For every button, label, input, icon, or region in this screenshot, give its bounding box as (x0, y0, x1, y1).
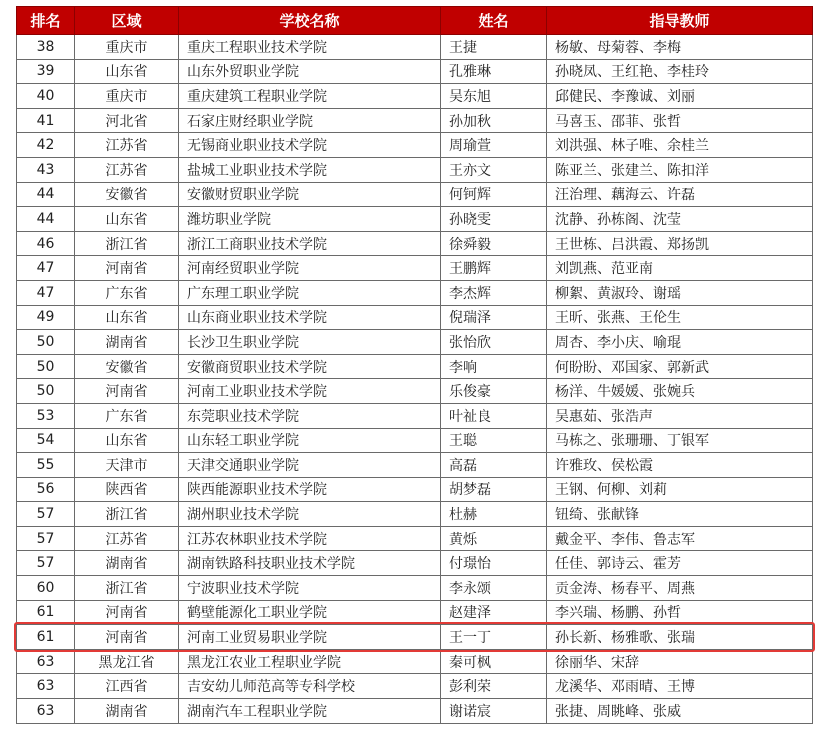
cell-rank: 50 (17, 354, 75, 379)
cell-teacher: 杨敏、母菊蓉、李梅 (547, 35, 813, 60)
header-row (17, 7, 813, 35)
cell-teacher: 柳絮、黄淑玲、谢瑶 (547, 280, 813, 305)
cell-rank: 55 (17, 453, 75, 478)
cell-school: 石家庄财经职业学院 (179, 108, 441, 133)
table-row (17, 526, 813, 551)
cell-name: 张怡欣 (441, 330, 547, 355)
cell-rank: 41 (17, 108, 75, 133)
cell-rank: 47 (17, 280, 75, 305)
cell-name: 胡梦磊 (441, 477, 547, 502)
cell-region: 江苏省 (75, 526, 179, 551)
cell-school: 宁波职业技术学院 (179, 576, 441, 601)
cell-region: 浙江省 (75, 576, 179, 601)
table-row (17, 157, 813, 182)
cell-school: 山东商业职业技术学院 (179, 305, 441, 330)
cell-region: 湖南省 (75, 699, 179, 724)
header-rank: 排名 (17, 7, 75, 35)
cell-teacher: 吴惠茹、张浩声 (547, 403, 813, 428)
cell-school: 鹤壁能源化工职业学院 (179, 600, 441, 625)
cell-name: 孙晓雯 (441, 207, 547, 232)
cell-rank: 63 (17, 649, 75, 674)
cell-teacher: 许雅玫、侯松霞 (547, 453, 813, 478)
cell-region: 广东省 (75, 280, 179, 305)
cell-region: 浙江省 (75, 502, 179, 527)
cell-teacher: 刘洪强、林子唯、余桂兰 (547, 133, 813, 158)
cell-name: 孔雅琳 (441, 59, 547, 84)
cell-name: 高磊 (441, 453, 547, 478)
cell-teacher: 沈静、孙栋阁、沈莹 (547, 207, 813, 232)
table-row (17, 649, 813, 674)
table-row (17, 133, 813, 158)
cell-rank: 50 (17, 330, 75, 355)
cell-name: 徐舜毅 (441, 231, 547, 256)
table-row (17, 477, 813, 502)
cell-school: 广东理工职业学院 (179, 280, 441, 305)
cell-school: 安徽财贸职业学院 (179, 182, 441, 207)
ranking-table-container (16, 6, 812, 724)
cell-region: 安徽省 (75, 182, 179, 207)
cell-name: 王一丁 (441, 625, 547, 650)
cell-region: 陕西省 (75, 477, 179, 502)
cell-region: 山东省 (75, 59, 179, 84)
cell-teacher: 徐丽华、宋辞 (547, 649, 813, 674)
cell-school: 河南经贸职业学院 (179, 256, 441, 281)
cell-rank: 61 (17, 600, 75, 625)
cell-school: 陕西能源职业技术学院 (179, 477, 441, 502)
cell-rank: 38 (17, 35, 75, 60)
cell-rank: 63 (17, 699, 75, 724)
cell-name: 叶祉良 (441, 403, 547, 428)
cell-name: 黄烁 (441, 526, 547, 551)
cell-school: 天津交通职业学院 (179, 453, 441, 478)
cell-school: 山东轻工职业学院 (179, 428, 441, 453)
table-row (17, 35, 813, 60)
cell-teacher: 龙溪华、邓雨晴、王博 (547, 674, 813, 699)
cell-teacher: 任佳、郭诗云、霍芳 (547, 551, 813, 576)
cell-teacher: 戴金平、李伟、鲁志军 (547, 526, 813, 551)
cell-name: 孙加秋 (441, 108, 547, 133)
cell-name: 付璟怡 (441, 551, 547, 576)
cell-teacher: 陈亚兰、张建兰、陈扣洋 (547, 157, 813, 182)
cell-name: 秦可枫 (441, 649, 547, 674)
cell-region: 黑龙江省 (75, 649, 179, 674)
table-row (17, 403, 813, 428)
cell-school: 湖南铁路科技职业技术学院 (179, 551, 441, 576)
cell-school: 湖南汽车工程职业学院 (179, 699, 441, 724)
cell-region: 湖南省 (75, 330, 179, 355)
header-school: 学校名称 (179, 7, 441, 35)
cell-rank: 53 (17, 403, 75, 428)
cell-region: 重庆市 (75, 35, 179, 60)
ranking-table (16, 6, 813, 724)
cell-region: 江西省 (75, 674, 179, 699)
cell-school: 江苏农林职业技术学院 (179, 526, 441, 551)
cell-rank: 50 (17, 379, 75, 404)
cell-school: 河南工业职业技术学院 (179, 379, 441, 404)
cell-teacher: 钮绮、张献锋 (547, 502, 813, 527)
cell-name: 王鹏辉 (441, 256, 547, 281)
cell-rank: 63 (17, 674, 75, 699)
header-teacher: 指导教师 (547, 7, 813, 35)
cell-teacher: 汪治理、藕海云、许磊 (547, 182, 813, 207)
cell-teacher: 何盼盼、邓国家、郭新武 (547, 354, 813, 379)
cell-rank: 60 (17, 576, 75, 601)
cell-rank: 57 (17, 551, 75, 576)
table-row (17, 256, 813, 281)
table-row (17, 108, 813, 133)
cell-teacher: 马喜玉、邵菲、张哲 (547, 108, 813, 133)
cell-teacher: 杨洋、牛媛媛、张婉兵 (547, 379, 813, 404)
table-row (17, 551, 813, 576)
cell-region: 山东省 (75, 305, 179, 330)
cell-school: 黑龙江农业工程职业学院 (179, 649, 441, 674)
cell-name: 谢诺宸 (441, 699, 547, 724)
cell-school: 吉安幼儿师范高等专科学校 (179, 674, 441, 699)
cell-teacher: 孙晓凤、王红艳、李桂玲 (547, 59, 813, 84)
cell-rank: 46 (17, 231, 75, 256)
table-row (17, 280, 813, 305)
cell-school: 湖州职业技术学院 (179, 502, 441, 527)
cell-region: 湖南省 (75, 551, 179, 576)
cell-name: 彭利荣 (441, 674, 547, 699)
table-body (17, 35, 813, 724)
table-row (17, 330, 813, 355)
cell-teacher: 王钢、何柳、刘莉 (547, 477, 813, 502)
cell-region: 河南省 (75, 625, 179, 650)
table-row (17, 699, 813, 724)
table-row (17, 453, 813, 478)
cell-name: 李永颂 (441, 576, 547, 601)
table-row (17, 428, 813, 453)
cell-region: 天津市 (75, 453, 179, 478)
cell-region: 河南省 (75, 256, 179, 281)
cell-teacher: 王昕、张燕、王伦生 (547, 305, 813, 330)
cell-rank: 57 (17, 502, 75, 527)
cell-region: 浙江省 (75, 231, 179, 256)
cell-region: 江苏省 (75, 157, 179, 182)
table-row (17, 59, 813, 84)
cell-teacher: 张捷、周眺峰、张威 (547, 699, 813, 724)
cell-school: 盐城工业职业技术学院 (179, 157, 441, 182)
cell-school: 重庆建筑工程职业学院 (179, 84, 441, 109)
cell-rank: 49 (17, 305, 75, 330)
cell-school: 重庆工程职业技术学院 (179, 35, 441, 60)
table-row (17, 305, 813, 330)
cell-region: 山东省 (75, 428, 179, 453)
cell-name: 李响 (441, 354, 547, 379)
cell-school: 安徽商贸职业技术学院 (179, 354, 441, 379)
cell-school: 浙江工商职业技术学院 (179, 231, 441, 256)
table-row (17, 354, 813, 379)
cell-name: 李杰辉 (441, 280, 547, 305)
cell-school: 潍坊职业学院 (179, 207, 441, 232)
cell-name: 王亦文 (441, 157, 547, 182)
cell-rank: 43 (17, 157, 75, 182)
cell-teacher: 李兴瑞、杨鹏、孙哲 (547, 600, 813, 625)
cell-region: 山东省 (75, 207, 179, 232)
cell-region: 江苏省 (75, 133, 179, 158)
cell-name: 王聪 (441, 428, 547, 453)
cell-region: 广东省 (75, 403, 179, 428)
cell-teacher: 孙长新、杨雅歌、张瑞 (547, 625, 813, 650)
cell-region: 河北省 (75, 108, 179, 133)
header-name: 姓名 (441, 7, 547, 35)
table-row (17, 576, 813, 601)
cell-rank: 47 (17, 256, 75, 281)
cell-name: 赵建泽 (441, 600, 547, 625)
cell-name: 王捷 (441, 35, 547, 60)
cell-rank: 39 (17, 59, 75, 84)
cell-rank: 56 (17, 477, 75, 502)
table-row (17, 625, 813, 650)
cell-region: 重庆市 (75, 84, 179, 109)
cell-name: 何钶辉 (441, 182, 547, 207)
cell-school: 长沙卫生职业学院 (179, 330, 441, 355)
table-row (17, 231, 813, 256)
cell-name: 倪瑞泽 (441, 305, 547, 330)
table-row (17, 379, 813, 404)
cell-name: 杜赫 (441, 502, 547, 527)
cell-name: 吴东旭 (441, 84, 547, 109)
cell-region: 安徽省 (75, 354, 179, 379)
cell-name: 周瑜萱 (441, 133, 547, 158)
cell-school: 山东外贸职业学院 (179, 59, 441, 84)
cell-rank: 61 (17, 625, 75, 650)
cell-rank: 40 (17, 84, 75, 109)
cell-teacher: 马栋之、张珊珊、丁银军 (547, 428, 813, 453)
cell-school: 东莞职业技术学院 (179, 403, 441, 428)
cell-teacher: 周杏、李小庆、喻琨 (547, 330, 813, 355)
cell-teacher: 贡金涛、杨春平、周燕 (547, 576, 813, 601)
table-row (17, 502, 813, 527)
cell-rank: 54 (17, 428, 75, 453)
cell-teacher: 邱健民、李豫诚、刘丽 (547, 84, 813, 109)
cell-region: 河南省 (75, 379, 179, 404)
header-region: 区域 (75, 7, 179, 35)
table-row (17, 600, 813, 625)
cell-name: 乐俊豪 (441, 379, 547, 404)
cell-region: 河南省 (75, 600, 179, 625)
cell-teacher: 王世栋、吕洪霞、郑扬凯 (547, 231, 813, 256)
cell-school: 河南工业贸易职业学院 (179, 625, 441, 650)
table-row (17, 182, 813, 207)
cell-rank: 44 (17, 207, 75, 232)
cell-school: 无锡商业职业技术学院 (179, 133, 441, 158)
cell-rank: 44 (17, 182, 75, 207)
cell-teacher: 刘凯燕、范亚南 (547, 256, 813, 281)
cell-rank: 42 (17, 133, 75, 158)
table-row (17, 84, 813, 109)
cell-rank: 57 (17, 526, 75, 551)
table-row (17, 207, 813, 232)
table-row (17, 674, 813, 699)
